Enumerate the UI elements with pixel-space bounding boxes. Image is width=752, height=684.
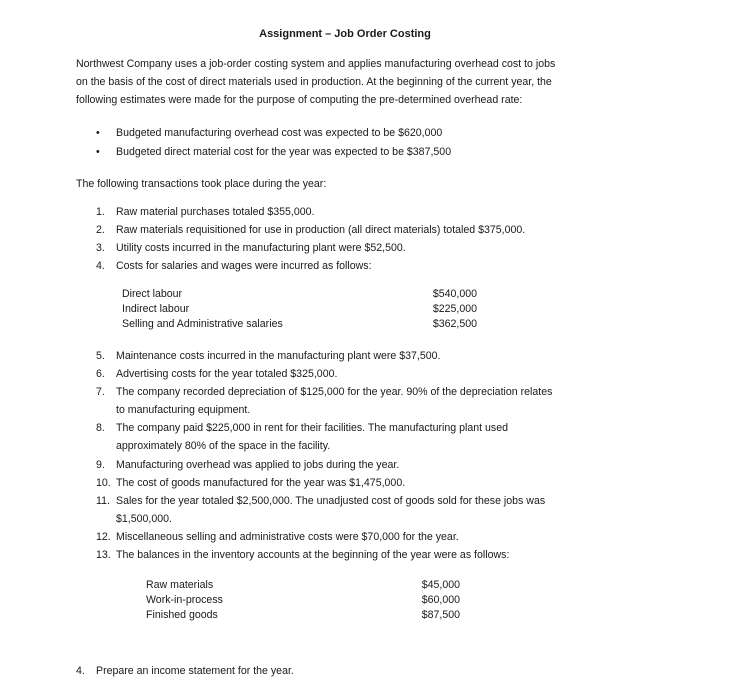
bullet-text: Budgeted manufacturing overhead cost was expected to be $620,000 <box>116 127 443 139</box>
item-text: Miscellaneous selling and administrative costs were $70,000 for the year. <box>116 531 459 543</box>
table-cell-value: $540,000 <box>432 288 477 300</box>
item-text: The balances in the inventory accounts at the beginning of the year were as follows: <box>116 549 510 561</box>
item-number: 5. <box>96 350 105 362</box>
table-cell-label: Direct labour <box>122 288 183 300</box>
list-item <box>96 143 451 162</box>
intro-line: on the basis of the cost of direct materials used in production. At the beginning of the current year, the <box>76 76 552 88</box>
final-task <box>76 663 294 679</box>
item-number: 12. <box>96 531 111 543</box>
table-cell-label: Finished goods <box>146 609 218 621</box>
item-number: 10. <box>96 477 111 489</box>
list-item <box>96 528 656 546</box>
table-cell-label: Indirect labour <box>122 303 190 315</box>
list-item <box>96 383 656 401</box>
item-number: 4. <box>76 665 85 677</box>
item-number: 1. <box>96 206 105 218</box>
item-text: Raw materials requisitioned for use in production (all direct materials) totaled $375,000. <box>116 224 526 236</box>
item-text: Raw material purchases totaled $355,000. <box>116 206 315 218</box>
list-item <box>96 419 656 437</box>
item-text: Utility costs incurred in the manufacturing plant were $52,500. <box>116 242 406 254</box>
list-item <box>96 492 656 510</box>
list-item <box>96 365 656 383</box>
bullet-icon: • <box>96 146 100 158</box>
table-cell-label: Raw materials <box>146 579 214 591</box>
item-continuation: approximately 80% of the space in the facility. <box>116 440 331 452</box>
item-number: 8. <box>96 422 105 434</box>
item-text: Maintenance costs incurred in the manufacturing plant were $37,500. <box>116 350 441 362</box>
list-item <box>96 546 656 564</box>
item-text: Sales for the year totaled $2,500,000. The unadjusted cost of goods sold for these jobs was <box>116 495 546 507</box>
item-text: Advertising costs for the year totaled $325,000. <box>116 368 338 380</box>
list-item <box>96 124 451 143</box>
item-continuation: to manufacturing equipment. <box>116 404 251 416</box>
table-cell-label: Selling and Administrative salaries <box>122 318 283 330</box>
list-item <box>96 347 656 365</box>
estimates-list <box>96 124 451 162</box>
table-cell-value: $45,000 <box>421 579 460 591</box>
list-item <box>96 474 656 492</box>
table-cell-value: $225,000 <box>432 303 477 315</box>
item-text: Costs for salaries and wages were incurred as follows: <box>116 260 372 272</box>
table-cell-value: $362,500 <box>432 318 477 330</box>
document-title: Assignment – Job Order Costing <box>259 28 431 40</box>
item-number: 2. <box>96 224 105 236</box>
list-item <box>96 239 656 257</box>
item-text: The cost of goods manufactured for the year was $1,475,000. <box>116 477 406 489</box>
intro-paragraph <box>76 55 646 109</box>
list-item <box>96 221 656 239</box>
bullet-text: Budgeted direct material cost for the year was expected to be $387,500 <box>116 146 452 158</box>
list-item <box>96 257 656 275</box>
table-cell-value: $87,500 <box>421 609 460 621</box>
item-text: The company paid $225,000 in rent for their facilities. The manufacturing plant used <box>116 422 509 434</box>
item-text: Prepare an income statement for the year. <box>96 665 294 677</box>
item-number: 4. <box>96 260 105 272</box>
list-item <box>96 456 656 474</box>
item-number: 3. <box>96 242 105 254</box>
item-number: 7. <box>96 386 105 398</box>
item-text: Manufacturing overhead was applied to jobs during the year. <box>116 459 400 471</box>
item-continuation: $1,500,000. <box>116 513 172 525</box>
item-number: 9. <box>96 459 105 471</box>
transactions-lead: The following transactions took place during the year: <box>76 178 327 190</box>
item-text: The company recorded depreciation of $125,000 for the year. 90% of the depreciation relates <box>116 386 553 398</box>
intro-line: following estimates were made for the purpose of computing the pre-determined overhead rate: <box>76 94 523 106</box>
table-cell-label: Work-in-process <box>146 594 223 606</box>
item-number: 13. <box>96 549 111 561</box>
intro-line: Northwest Company uses a job-order costing system and applies manufacturing overhead cost to jobs <box>76 58 556 70</box>
bullet-icon: • <box>96 127 100 139</box>
item-number: 11. <box>96 495 110 507</box>
list-item <box>96 203 656 221</box>
table-cell-value: $60,000 <box>421 594 460 606</box>
item-number: 6. <box>96 368 105 380</box>
